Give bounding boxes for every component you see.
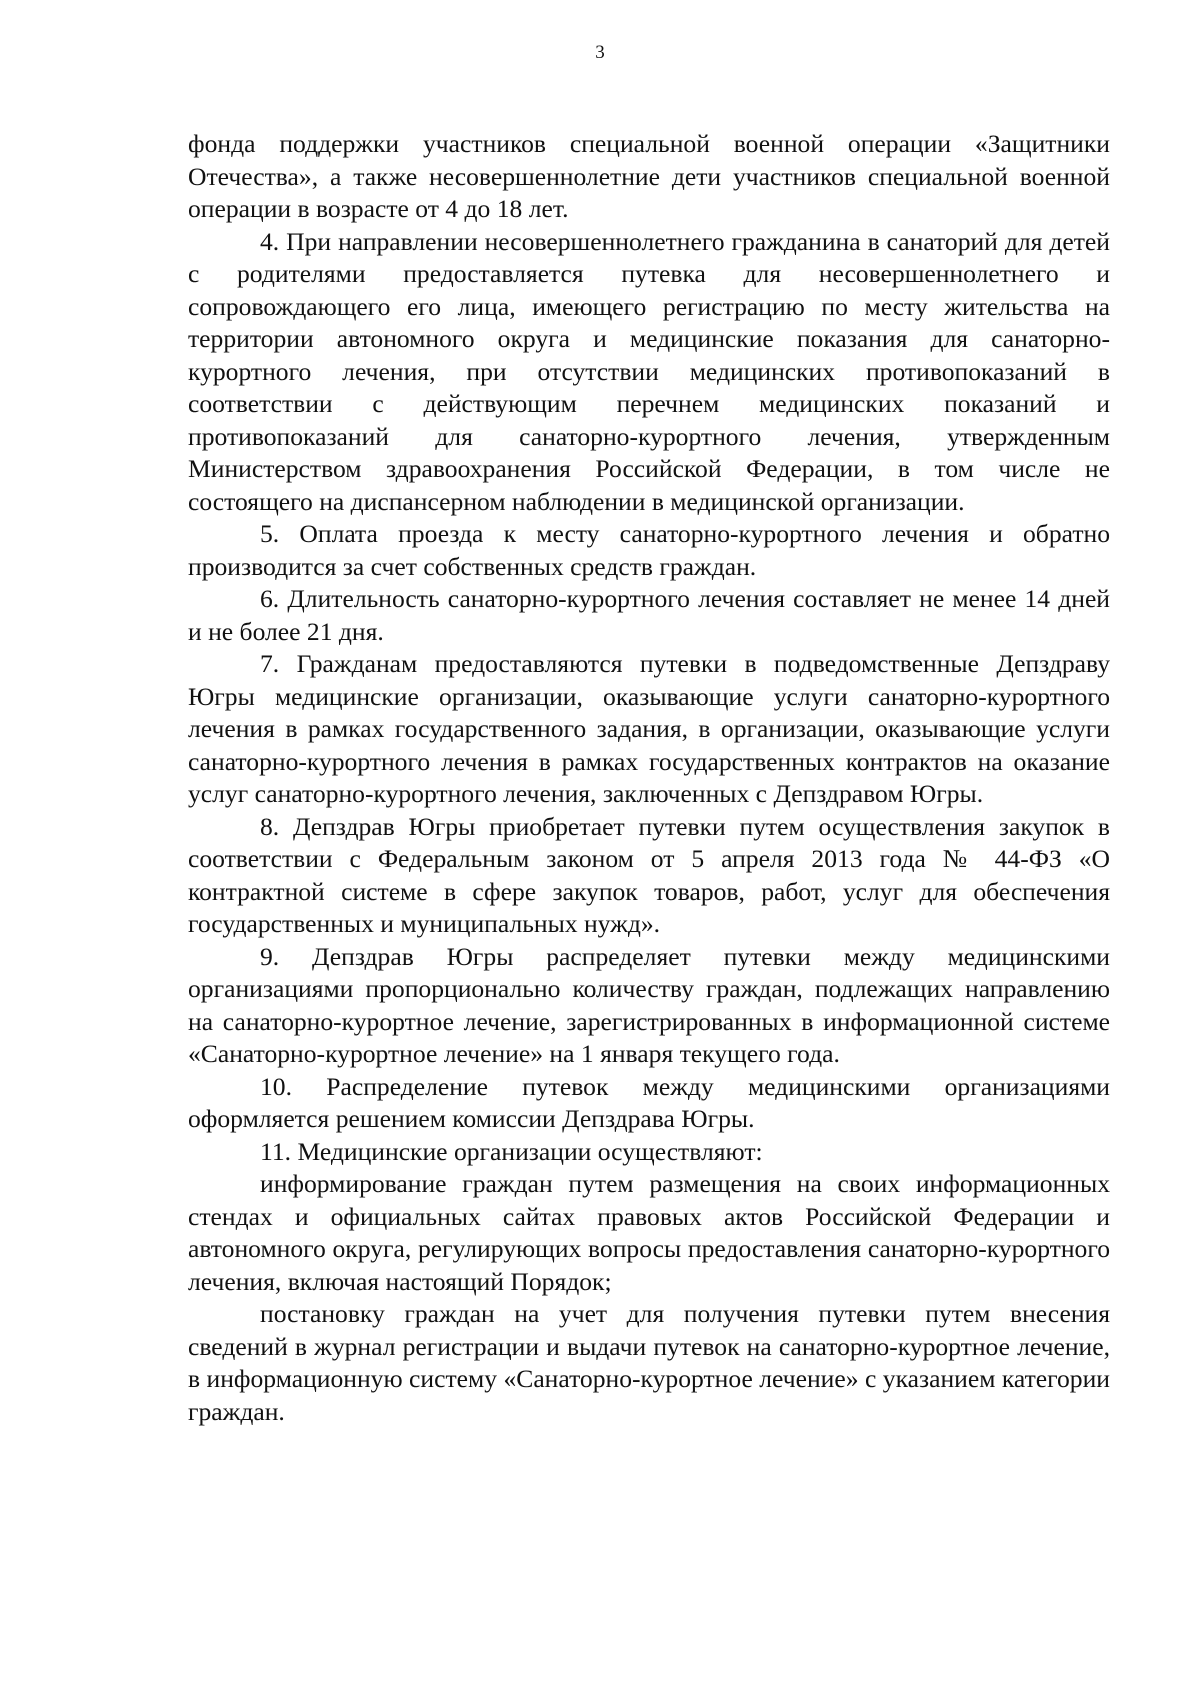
paragraph-item-10: 10. Распределение путевок между медицинскими организациями оформляется решением комиссии Депздрава Югры.	[188, 1071, 1110, 1133]
paragraph-item-11-informing: информирование граждан путем размещения на своих информационных стендах и официальных сайтах правовых актов Российской Федерации и автономного округа, регулирующих вопросы предоставления санаторно-курортного лечения, включая настоящий Порядок;	[188, 1169, 1110, 1296]
page-number: 3	[595, 42, 605, 63]
paragraph-item-7: 7. Гражданам предоставляются путевки в подведомственные Депздраву Югры медицинские организации, оказывающие услуги санаторно-курортного лечения в рамках государственного задания, в организации, оказывающие услуги санаторно-курортного лечения в рамках государственных контрактов на оказание услуг санаторно-курортного лечения, заключенных с Депздравом Югры.	[188, 649, 1110, 808]
document-body	[188, 128, 1110, 1428]
paragraph-item-9: 9. Депздрав Югры распределяет путевки между медицинскими организациями пропорционально количеству граждан, подлежащих направлению на санаторно-курортное лечение, зарегистрированных в информационной системе «Санаторно-курортное лечение» на 1 января текущего года.	[188, 941, 1110, 1068]
paragraph-item-11-registration: постановку граждан на учет для получения путевки путем внесения сведений в журнал регистрации и выдачи путевок на санаторно-курортное лечение, в информационную систему «Санаторно-курортное лечение» с указанием категории граждан.	[188, 1299, 1110, 1426]
paragraph-item-5: 5. Оплата проезда к месту санаторно-курортного лечения и обратно производится за счет собственных средств граждан.	[188, 519, 1110, 581]
paragraph-item-8: 8. Депздрав Югры приобретает путевки путем осуществления закупок в соответствии с Федеральным законом от 5 апреля 2013 года № 44-ФЗ «О контрактной системе в сфере закупок товаров, работ, услуг для обеспечения государственных и муниципальных нужд».	[188, 811, 1110, 938]
paragraph-item-4: 4. При направлении несовершеннолетнего гражданина в санаторий для детей с родителями предоставляется путевка для несовершеннолетнего и сопровождающего его лица, имеющего регистрацию по месту жительства на территории автономного округа и медицинские показания для санаторно-курортного лечения, при отсутствии медицинских противопоказаний в соответствии с действующим перечнем медицинских показаний и противопоказаний для санаторно-курортного лечения, утвержденным Министерством здравоохранения Российской Федерации, в том числе не состоящего на диспансерном наблюдении в медицинской организации.	[188, 226, 1110, 516]
paragraph-item-11: 11. Медицинские организации осуществляют:	[260, 1136, 763, 1166]
paragraph-item-6: 6. Длительность санаторно-курортного лечения составляет не менее 14 дней и не более 21 дня.	[188, 584, 1110, 646]
paragraph-continuation: фонда поддержки участников специальной военной операции «Защитники Отечества», а также несовершеннолетние дети участников специальной военной операции в возрасте от 4 до 18 лет.	[188, 129, 1110, 223]
